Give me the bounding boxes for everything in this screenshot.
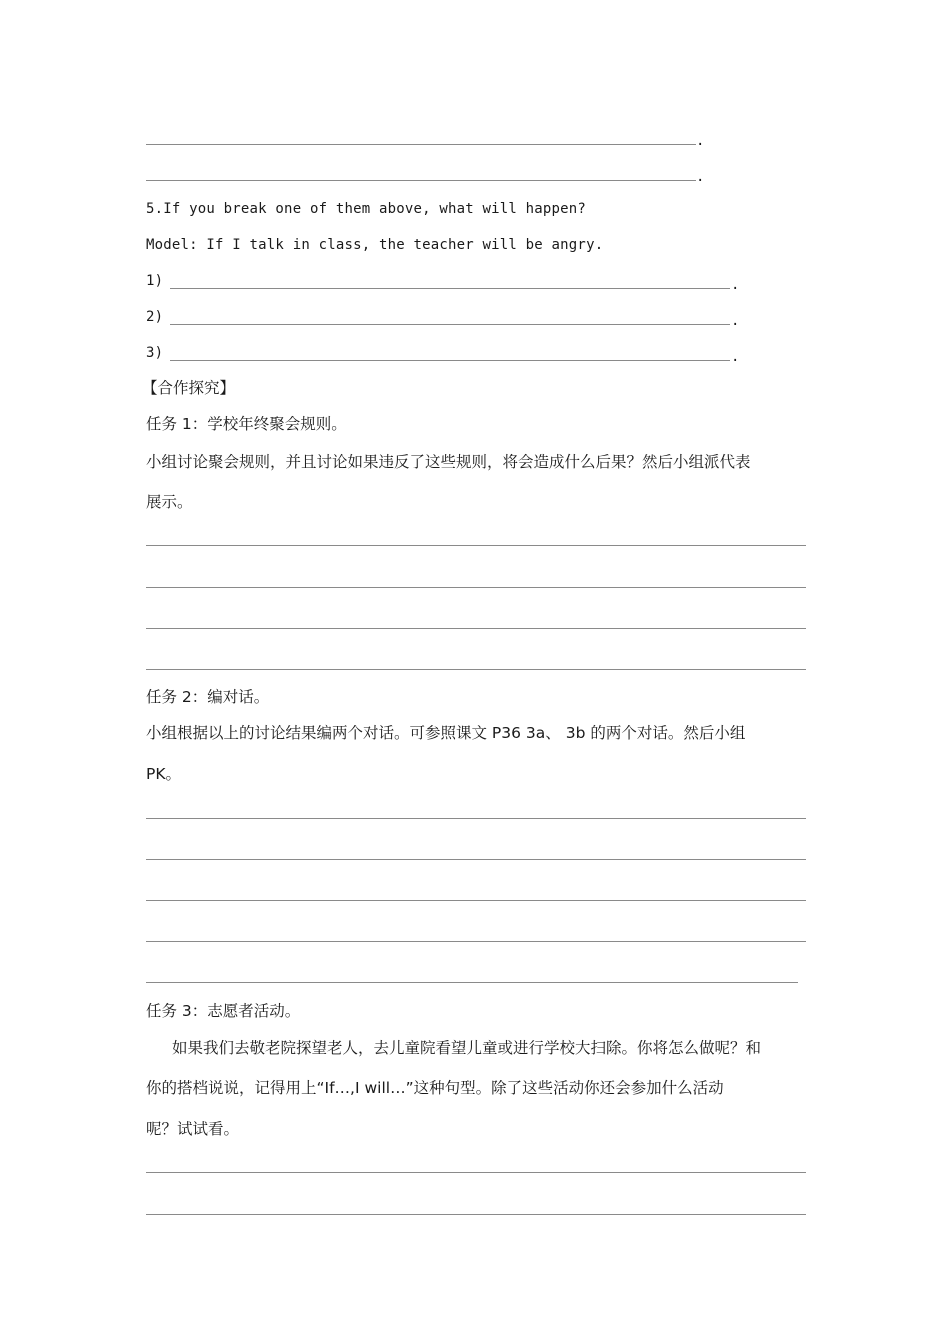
period: . (731, 349, 740, 365)
task-2-description-cont: PK。 (146, 765, 182, 783)
task-3-description-cont: 你的搭档说说，记得用上“If…,I will…”这种句型。除了这些活动你还会参加什么活动 (146, 1079, 724, 1097)
answer-blank[interactable] (170, 288, 730, 289)
writing-line[interactable] (146, 859, 806, 860)
task-3-description: 如果我们去敬老院探望老人，去儿童院看望儿童或进行学校大扫除。你将怎么做呢？和 (172, 1039, 762, 1057)
task-1-title: 任务 1：学校年终聚会规则。 (146, 415, 347, 433)
writing-line[interactable] (146, 982, 798, 983)
task-2-description: 小组根据以上的讨论结果编两个对话。可参照课文 P36 3a、 3b 的两个对话。然后小组 (146, 724, 746, 742)
writing-line[interactable] (146, 628, 806, 629)
writing-line[interactable] (146, 900, 806, 901)
task-2-title: 任务 2：编对话。 (146, 688, 270, 706)
period: . (731, 277, 740, 293)
item-label-2: 2) (146, 309, 164, 325)
writing-line[interactable] (146, 1172, 806, 1173)
task-3-description-end: 呢？试试看。 (146, 1120, 240, 1138)
writing-line[interactable] (146, 941, 806, 942)
answer-blank[interactable] (170, 360, 730, 361)
writing-line[interactable] (146, 669, 806, 670)
writing-line[interactable] (146, 818, 806, 819)
period: . (731, 313, 740, 329)
writing-line[interactable] (146, 587, 806, 588)
section-title: 【合作探究】 (142, 379, 236, 397)
answer-blank[interactable] (170, 324, 730, 325)
task-1-description-cont: 展示。 (146, 493, 193, 511)
model-sentence: Model: If I talk in class, the teacher will be angry. (146, 237, 604, 253)
item-label-3: 3) (146, 345, 164, 361)
writing-line[interactable] (146, 1214, 806, 1215)
answer-blank[interactable] (146, 180, 696, 181)
answer-blank[interactable] (146, 144, 696, 145)
task-1-description: 小组讨论聚会规则，并且讨论如果违反了这些规则，将会造成什么后果？然后小组派代表 (146, 453, 751, 471)
period: . (696, 169, 705, 185)
question-5: 5.If you break one of them above, what will happen? (146, 201, 587, 217)
period: . (696, 133, 705, 149)
task-3-title: 任务 3：志愿者活动。 (146, 1002, 301, 1020)
writing-line[interactable] (146, 545, 806, 546)
item-label-1: 1) (146, 273, 164, 289)
